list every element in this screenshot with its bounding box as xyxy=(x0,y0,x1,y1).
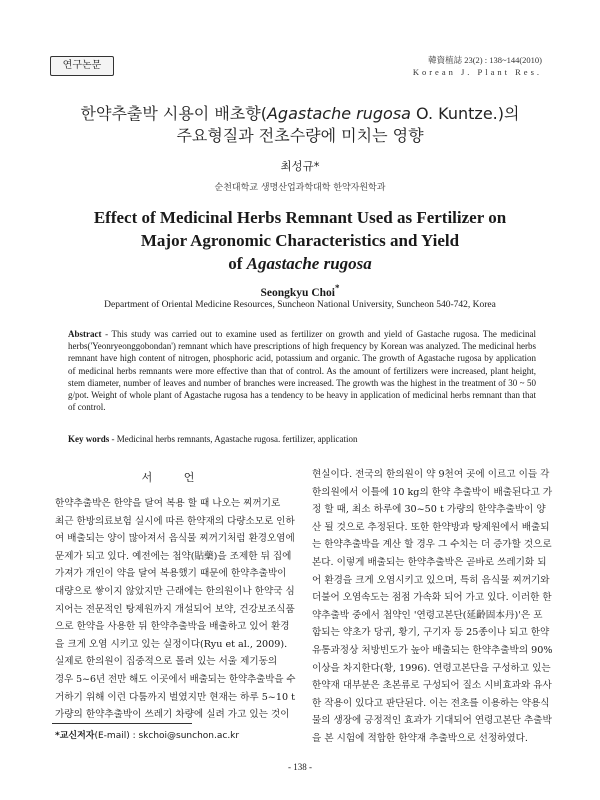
body-line: 가량의 한약추출박이 쓰레기 차량에 실려 가고 있는 것이 xyxy=(55,709,290,721)
body-line: 문제가 되고 있다. 예전에는 첩약(貼藥)을 조제한 뒤 집에 xyxy=(55,550,292,562)
abstract-text: - This study was carried out to examine used as fertilizer on growth and yield of Gastache rugosa. The medicinal herbs('Yeonryeonggobondan') remnant which have prescriptions of high frequency by Korean was analyzed. The medicinal herbs remnant have high content of nitrogen, phosphoric acid, potassium and organic. The growth of Agastache rugosa by application of medicinal herbs remnants were more effective than that of control. As the amount of fertilizers were increased, plant height, stem diameter, number of leaves and number of branches were increased. The growth was the highest in the treatment of 30 ~ 50 g/pot. Weight of whole plant of Agastache rugosa has a tendency to be heavy in application of medicinal herbs remnant than that of control. xyxy=(68,329,536,413)
body-line: 을 크게 오염 시키고 있는 실정이다(Ryu et al., 2009). xyxy=(55,638,288,650)
body-line: 한약재 대부분은 초본류로 구성되어 질소 시비효과와 유사 xyxy=(312,680,552,692)
abstract xyxy=(68,328,536,413)
body-line: 는 한약추출박을 계산 할 경우 그 수치는 더 증가할 것으로 xyxy=(312,539,552,551)
english-title-species: Agastache rugosa xyxy=(246,254,372,273)
journal-citation: 韓資植誌 23(2) : 138~144(2010) xyxy=(428,55,542,65)
author-mark: * xyxy=(334,283,340,293)
footnote-rule xyxy=(52,723,192,724)
body-line: 거하기 위해 이런 다툼까지 벌였지만 현재는 하루 5~10 t xyxy=(55,691,295,703)
body-line: 유통과정상 처방빈도가 높아 배출되는 한약추출박의 90% xyxy=(312,644,553,656)
journal-name: Korean J. Plant Res. xyxy=(412,67,542,77)
korean-title-species: Agastache rugosa xyxy=(266,104,411,123)
english-author xyxy=(0,283,600,299)
body-line: 을 본 시험에 적합한 한약재 추출박으로 선정하였다. xyxy=(312,732,528,744)
english-title-line3 xyxy=(40,252,560,275)
body-line: 약추출박 중에서 첩약인 '연령고본단(延齡固本丹)'은 포 xyxy=(312,609,543,621)
body-line: 한의원에서 이틀에 10 kg의 한약 추출박이 배출된다고 가 xyxy=(312,486,553,498)
body-line: 어 환경을 크게 오염시키고 있으며, 특히 음식물 찌꺼기와 xyxy=(312,574,550,586)
section-heading: 서 언 xyxy=(141,471,209,484)
author-name: Seongkyu Choi xyxy=(260,286,335,299)
body-line: 함되는 약초가 당귀, 황기, 구기자 등 25종이나 되고 한약 xyxy=(312,627,550,639)
keywords xyxy=(68,434,536,444)
body-line: 더불어 오염속도는 점점 가속화 되어 가고 있다. 이러한 한 xyxy=(312,592,552,604)
footnote-email: (E-mail) : skchoi@sunchon.ac.kr xyxy=(94,731,240,741)
body-line: 한약추출박은 한약을 달여 복용 할 때 나오는 찌꺼기로 xyxy=(55,498,281,509)
keywords-label: Key words xyxy=(68,434,110,444)
body-line: 여 배출되는 양이 많아져서 음식물 찌꺼기처럼 환경오염에 xyxy=(55,533,295,545)
body-line: 본다. 이렇게 배출되는 한약추출박은 곧바로 쓰레기화 되 xyxy=(312,556,547,568)
korean-title-post: O. Kuntze.)의 xyxy=(410,104,520,123)
korean-title-pre: 한약추출박 시용이 배초향( xyxy=(80,104,267,123)
journal-reference xyxy=(413,54,542,78)
body-left-column xyxy=(55,495,295,724)
english-title-line2: Major Agronomic Characteristics and Yield xyxy=(140,231,460,250)
body-line: 경우 5~6년 전만 해도 이곳에서 배출되는 한약추출박을 수 xyxy=(55,673,296,685)
english-title-line1: Effect of Medicinal Herbs Remnant Used as Fertilizer on xyxy=(93,208,507,227)
body-line: 현실이다. 전국의 한의원이 약 9천여 곳에 이르고 이들 각 xyxy=(312,469,550,480)
body-line: 물의 생장에 긍정적인 효과가 기대되어 연령고본단 추출박 xyxy=(312,715,552,727)
keywords-text: - Medicinal herbs remnants, Agastache rugosa. fertilizer, application xyxy=(109,434,358,444)
body-right-column xyxy=(312,466,552,748)
footnote-label: *교신저자 xyxy=(55,731,95,741)
korean-affiliation: 순천대학교 생명산업과학대학 한약자원학과 xyxy=(214,183,386,193)
body-line: 지어는 전문적인 탕제원까지 개설되어 보약, 건강보조식품 xyxy=(55,603,295,615)
body-line: 최근 한방의료보험 실시에 따른 한약재의 다량소모로 인하 xyxy=(55,515,295,527)
body-line: 한 작용이 있다고 판단된다. 이는 전초를 이용하는 약용식 xyxy=(312,697,550,709)
english-title xyxy=(40,206,560,275)
body-line: 정 할 때, 최소 하루에 30~50 t 가량의 한약추출박이 양 xyxy=(312,504,546,516)
body-line: 대량으로 쌓이지 않았지만 근래에는 한의원이나 한약국 심 xyxy=(55,585,295,597)
body-line: 으로 한약을 사용한 뒤 한약추출박을 배출하고 있어 환경 xyxy=(55,621,290,633)
body-line: 이상을 차지한다(황, 1996). 연령고본단을 구성하고 있는 xyxy=(312,662,551,674)
english-affiliation: Department of Oriental Medicine Resources, Suncheon National University, Suncheon 540-742, Korea xyxy=(104,300,496,310)
korean-author: 최성규* xyxy=(280,159,320,173)
body-line: 가져가 개인이 약을 달여 복용했기 때문에 한약추출박이 xyxy=(55,568,287,580)
body-line: 실제로 한의원이 집중적으로 몰려 있는 서울 제기동의 xyxy=(55,656,278,668)
footnote xyxy=(55,728,239,741)
article-type-badge: 연구논문 xyxy=(50,56,114,76)
korean-title xyxy=(40,103,560,147)
body-line: 산 될 것으로 추정된다. 또한 한약방과 탕제원에서 배출되 xyxy=(312,521,550,533)
english-title-pre: of xyxy=(228,254,247,273)
page-number: - 138 - xyxy=(288,762,312,772)
korean-title-line2: 주요형질과 전초수량에 미치는 영향 xyxy=(176,126,424,145)
abstract-label: Abstract xyxy=(68,329,102,339)
korean-title-line1 xyxy=(40,103,560,125)
